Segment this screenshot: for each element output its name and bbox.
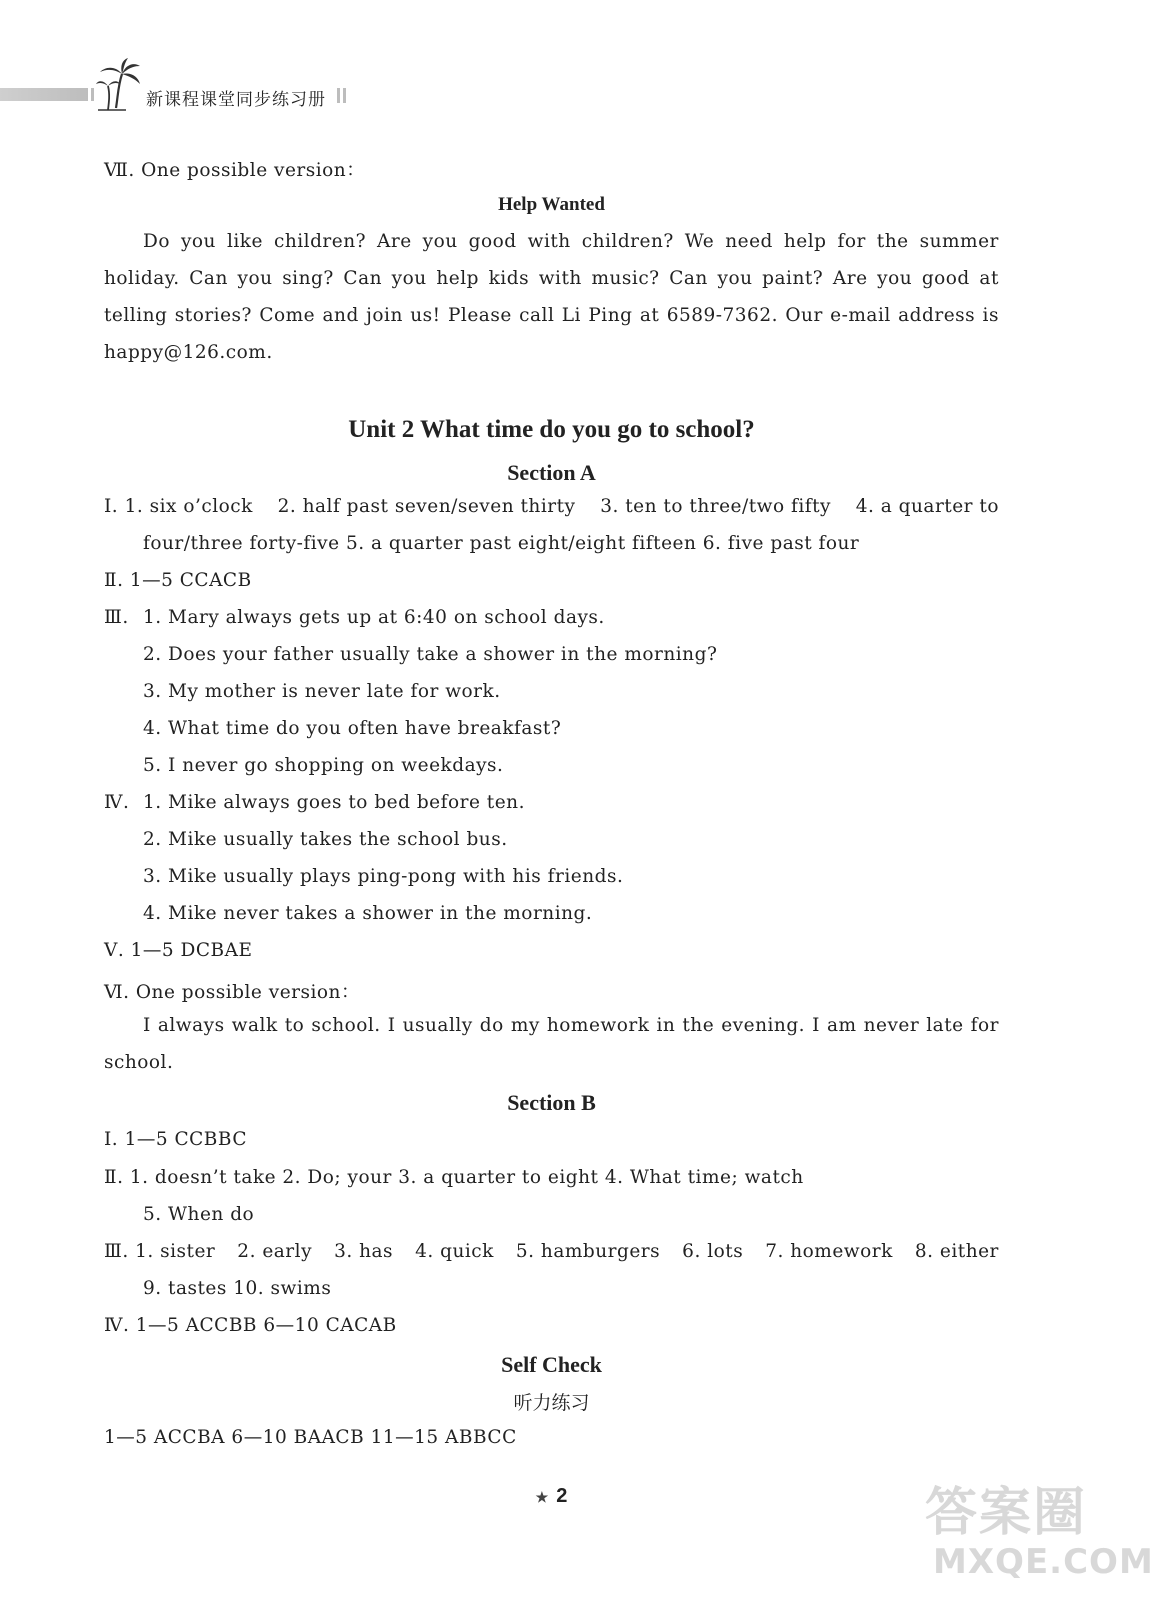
ad-word: need [725,231,773,252]
answer-item: 5. hamburgers [515,1241,661,1262]
palm-tree-icon [96,58,142,110]
section-a-ex4-item: 1. Mike always goes to bed before ten. [143,792,525,813]
ad-word: help [783,231,827,252]
ad-word: at [979,268,999,289]
header-bar [0,88,88,101]
essay-word: am [826,1015,857,1036]
section-a-ex6-label: Ⅵ. One possible version： [104,982,360,1003]
page-header [0,58,1125,118]
essay-word: school. [311,1015,381,1036]
ad-word: Ping [588,305,633,326]
header-title: 新课程课堂同步练习册 [146,90,326,110]
answer-item: 6. lots [682,1241,744,1262]
watermark-logo-text: 答案圈 [925,1483,1088,1543]
ad-word: summer [919,231,999,252]
ad-word: you [237,268,273,289]
essay-word: the [682,1015,715,1036]
ad-word: Can [343,268,383,289]
essay-word: for [970,1015,999,1036]
self-check-title: Self Check [501,1352,602,1377]
essay-word: always [157,1015,225,1036]
ad-word: Can [669,268,708,289]
section-b-ex3-line: 9. tastes 10. swims [143,1278,332,1299]
ad-word: telling [104,305,168,326]
ad-word: Li [561,305,581,326]
section-b-ex1: Ⅰ. 1—5 CCBBC [104,1129,247,1150]
ad-word: call [519,305,555,326]
ad-word: for [837,231,866,252]
answer-item: 4. quick [415,1241,494,1262]
section-a-ex3-item: 5. I never go shopping on weekdays. [143,755,504,776]
essay-word: I [812,1015,820,1036]
ad-word: Are [377,231,412,252]
ad-word: like [226,231,263,252]
essay-word: late [926,1015,964,1036]
ad-word: you [717,268,753,289]
ad-word: holiday. [104,268,180,289]
answer-item: 2. early [237,1241,313,1262]
ad-paragraph-line [104,305,999,326]
ad-word: you [422,231,458,252]
ad-word: children? [581,231,674,252]
answer-item: 4. a quarter to [855,496,999,517]
star-icon: ★ [535,1489,549,1505]
essay-word: I [143,1015,151,1036]
ad-word: is [982,305,999,326]
ad-word: good [921,268,970,289]
ad-word: address [898,305,976,326]
ad-word: with [527,231,571,252]
unit-title: Unit 2 What time do you go to school? [348,416,755,443]
ad-word: the [876,231,909,252]
ad-word: you [180,231,216,252]
ad-word: sing? [282,268,334,289]
answer-item: 3. has [334,1241,394,1262]
ad-word: good [468,231,517,252]
ad-word: Do [143,231,170,252]
ad-word: kids [488,268,530,289]
answer-item: 8. either [914,1241,999,1262]
ad-word: We [684,231,715,252]
answer-item: Ⅲ. 1. sister [104,1241,216,1262]
section-b-title: Section B [507,1090,596,1115]
essay-word: never [863,1015,920,1036]
self-check-subtitle: 听力练习 [513,1392,590,1414]
section-a-ex4-item: 2. Mike usually takes the school bus. [143,829,508,850]
part7-label: Ⅶ. One possible version： [104,160,366,181]
section-a-ex3-item: 1. Mary always gets up at 6:40 on school days. [143,607,605,628]
ad-word: paint? [762,268,824,289]
self-check-answers: 1—5 ACCBA 6—10 BAACB 11—15 ABBCC [104,1427,517,1448]
section-b-ex4: Ⅳ. 1—5 ACCBB 6—10 CACAB [104,1315,397,1336]
ad-word: 6589-7362. [666,305,778,326]
answer-item: Ⅰ. 1. six o’clock [104,496,253,517]
section-b-ex2-line: 5. When do [143,1204,255,1225]
essay-word: do [479,1015,504,1036]
essay-word: I [387,1015,396,1036]
header-divider [337,88,340,103]
section-a-ex1-line: four/three forty-five 5. a quarter past eight/eight fifteen 6. five past four [143,533,860,554]
section-a-ex4-item: 4. Mike never takes a shower in the morning. [143,903,593,924]
essay-word: in [656,1015,676,1036]
ad-word: Are [832,268,868,289]
essay-word: homework [546,1015,650,1036]
section-a-ex4-item: 3. Mike usually plays ping-pong with his friends. [143,866,624,887]
ad-word: help [436,268,479,289]
answer-item: 3. ten to three/two fifty [600,496,831,517]
page-number: 2 [556,1485,568,1507]
watermark [925,1470,1154,1590]
essay-word: to [284,1015,305,1036]
section-a-ex3-item: 4. What time do you often have breakfast? [143,718,562,739]
ad-word: with [538,268,582,289]
watermark-url: MXQE.COM [933,1542,1154,1582]
ad-word: Please [447,305,512,326]
essay-word: usually [402,1015,473,1036]
section-a-ex3-item: 3. My mother is never late for work. [143,681,501,702]
ad-paragraph-line [104,268,999,289]
header-divider [91,88,94,101]
ad-title: Help Wanted [498,194,605,215]
section-a-ex6-line [143,1015,999,1036]
ad-word: and [322,305,359,326]
ad-word: us! [410,305,441,326]
essay-word: walk [231,1015,278,1036]
section-a-ex4-label: Ⅳ. [104,792,130,813]
ad-word: you [877,268,913,289]
ad-word: Come [259,305,316,326]
ad-word: music? [591,268,660,289]
ad-paragraph-line [143,231,999,252]
ad-word: join [366,305,403,326]
essay-word: evening. [721,1015,806,1036]
ad-word: stories? [174,305,252,326]
section-a-title: Section A [507,460,596,485]
header-divider [343,88,346,103]
answer-item: 7. homework [765,1241,893,1262]
essay-word: my [510,1015,540,1036]
section-a-ex6-line: school. [104,1052,174,1073]
answer-item: 2. half past seven/seven thirty [277,496,576,517]
ad-word: at [639,305,660,326]
section-a-ex3-item: 2. Does your father usually take a shower in the morning? [143,644,718,665]
ad-word: Can [189,268,228,289]
section-a-ex5: Ⅴ. 1—5 DCBAE [104,940,253,961]
ad-word: children? [273,231,367,252]
section-b-ex2-line: Ⅱ. 1. doesn’t take 2. Do; your 3. a quarter to eight 4. What time; watch [104,1167,804,1188]
ad-paragraph-line: happy@126.com. [104,342,273,363]
section-b-ex3-line [104,1241,999,1262]
section-a-ex1-line [104,496,999,517]
ad-word: you [391,268,427,289]
section-a-ex3-label: Ⅲ. [104,607,129,628]
ad-word: Our [785,305,823,326]
section-a-ex2: Ⅱ. 1—5 CCACB [104,570,252,591]
ad-word: e-mail [830,305,891,326]
